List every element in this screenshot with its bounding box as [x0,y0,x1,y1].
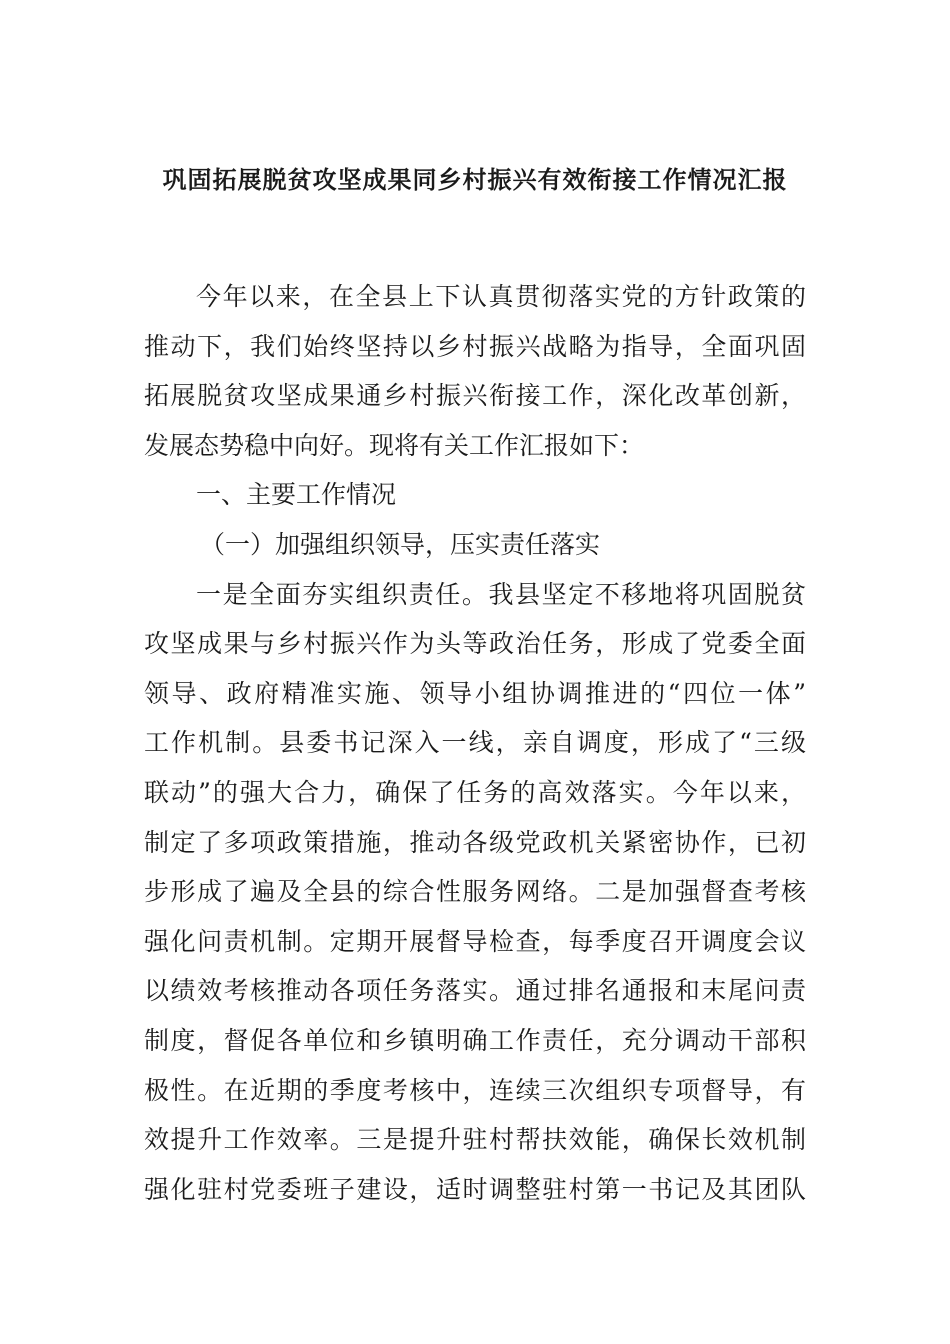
paragraph-line: 效提升工作效率。三是提升驻村帮扶效能，确保长效机制 [144,1125,806,1155]
paragraph-line: 拓展脱贫攻坚成果通乡村振兴衔接工作，深化改革创新， [144,381,806,411]
paragraph-line: 制定了多项政策措施，推动各级党政机关紧密协作，已初 [144,827,806,857]
paragraph-line: 强化问责机制。定期开展督导检查，每季度召开调度会议 [144,926,806,956]
paragraph-line: 联动”的强大合力，确保了任务的高效落实。今年以来， [144,777,806,807]
paragraph-line: 步形成了遍及全县的综合性服务网络。二是加强督查考核 [144,877,806,907]
paragraph-line: 一是全面夯实组织责任。我县坚定不移地将巩固脱贫 [196,579,806,609]
paragraph-line: 推动下，我们始终坚持以乡村振兴战略为指导，全面巩固 [144,331,806,361]
paragraph-line: 强化驻村党委班子建设，适时调整驻村第一书记及其团队 [144,1174,806,1204]
paragraph-line: 攻坚成果与乡村振兴作为头等政治任务，形成了党委全面 [144,629,806,659]
paragraph-line: 极性。在近期的季度考核中，连续三次组织专项督导，有 [144,1075,806,1105]
section-heading: 一、主要工作情况 [196,480,397,510]
document-title: 巩固拓展脱贫攻坚成果同乡村振兴有效衔接工作情况汇报 [162,166,788,194]
paragraph-line: 制度，督促各单位和乡镇明确工作责任，充分调动干部积 [144,1025,806,1055]
paragraph-line: 今年以来，在全县上下认真贯彻落实党的方针政策的 [196,282,806,311]
paragraph-line: 领导、政府精准实施、领导小组协调推进的“四位一体” [144,678,806,708]
paragraph-line: 发展态势稳中向好。现将有关工作汇报如下： [144,430,645,460]
paragraph-line: 以绩效考核推动各项任务落实。通过排名通报和末尾问责 [144,976,806,1006]
paragraph-line: 工作机制。县委书记深入一线，亲自调度，形成了“三级 [144,728,806,758]
subsection-heading: （一）加强组织领导，压实责任落实 [200,529,601,559]
document-body [144,278,806,1220]
